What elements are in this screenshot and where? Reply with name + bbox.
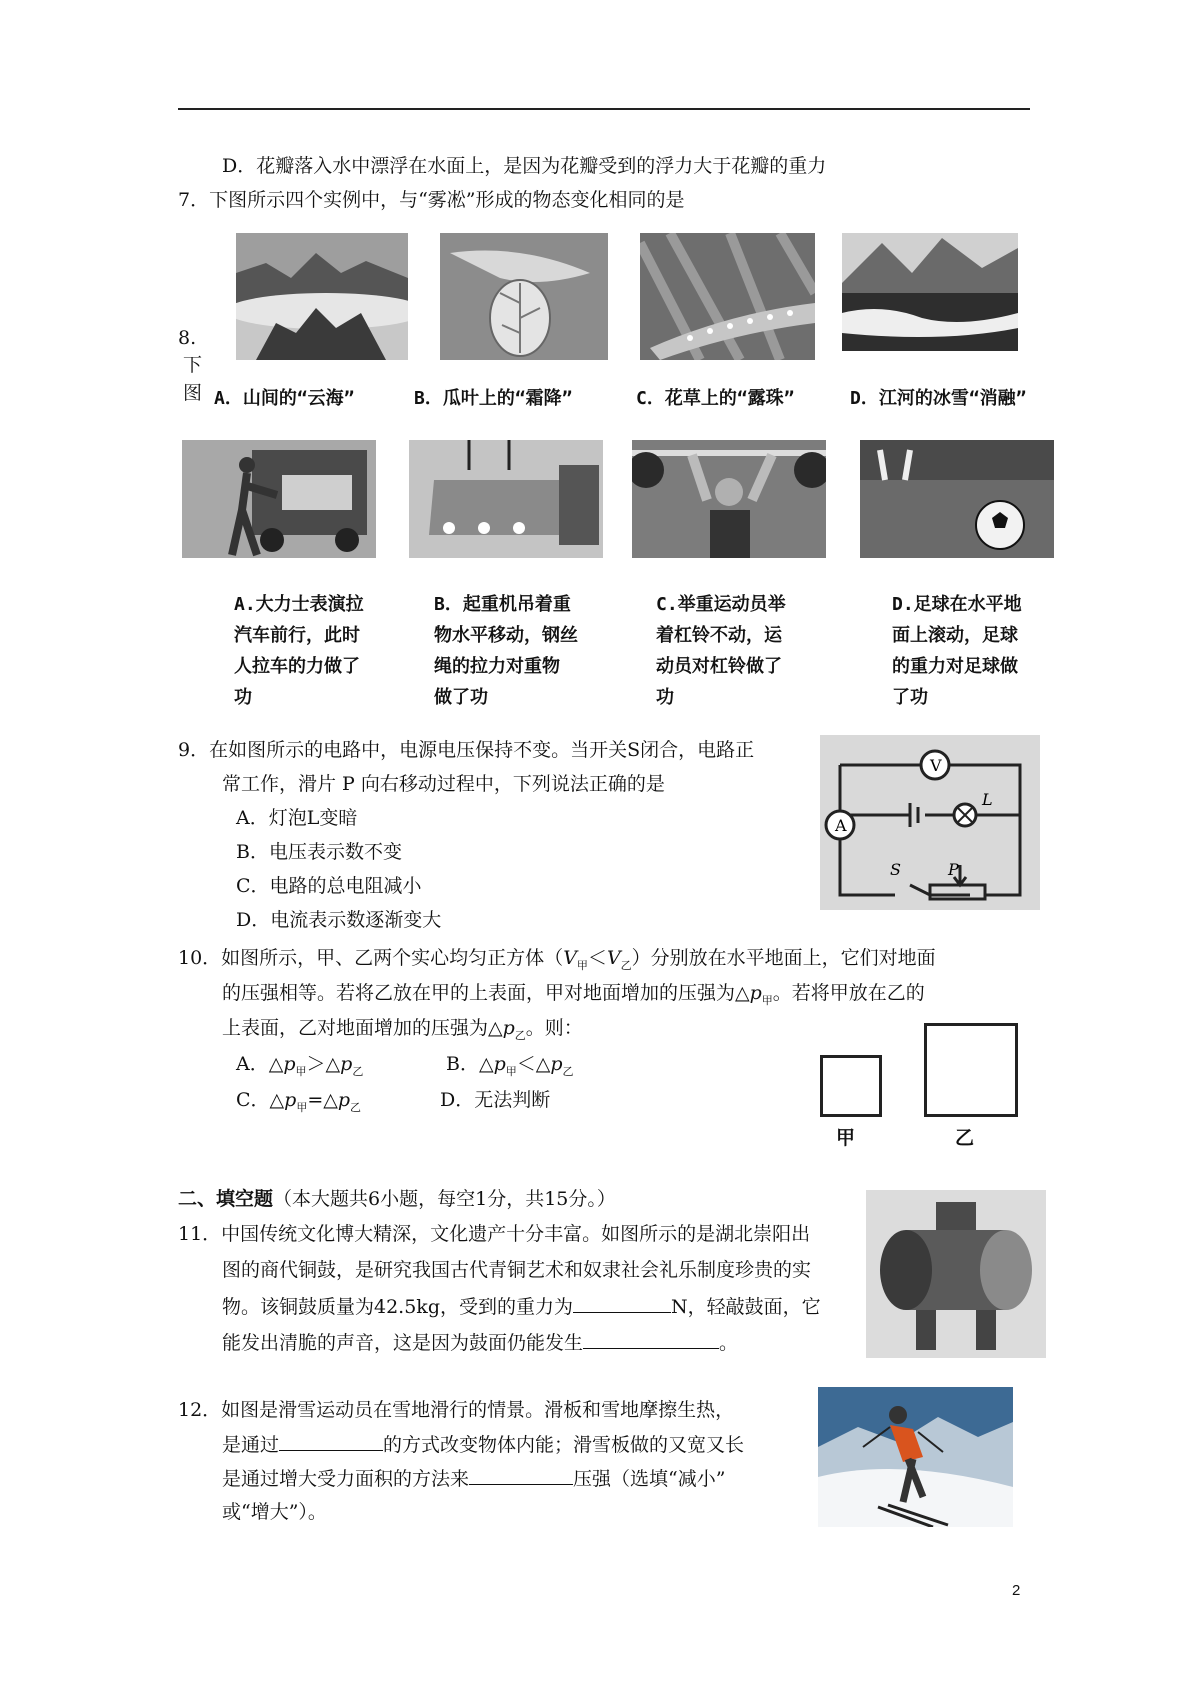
q10-stem-line2: 的压强相等。若将乙放在甲的上表面，甲对地面增加的压强为$\triangle p_甲$。若将甲放在乙的 (222, 982, 925, 1007)
q7-option-a: A．山间的“云海” (214, 388, 355, 409)
page-number: 2 (1012, 1582, 1021, 1599)
q7-stem: 7．下图所示四个实例中，与“雾凇”形成的物态变化相同的是 (178, 189, 685, 211)
q7-photo-melting-ice (842, 233, 1018, 351)
q9-option-a: A．灯泡L变暗 (236, 807, 358, 829)
q12-line4: 或“增大”）。 (222, 1501, 327, 1523)
q8-option-b: B．起重机吊着重 物水平移动，钢丝 绳的拉力对重物 做了功 (434, 594, 578, 708)
q11-photo-bronze-drum (866, 1190, 1046, 1358)
q11-line3: 物。该铜鼓质量为42.5kg，受到的重力为 N，轻敲鼓面，它 (222, 1296, 821, 1318)
q12-blank-method[interactable] (279, 1432, 383, 1451)
q10-stem-line3: 上表面，乙对地面增加的压强为$\triangle p_乙$。则： (222, 1017, 583, 1042)
q12-line2: 是通过 的方式改变物体内能；滑雪板做的又宽又长 (222, 1434, 745, 1456)
q10-label-jia: 甲 (836, 1127, 856, 1149)
svg-text:L: L (982, 790, 993, 809)
q11-line2: 图的商代铜鼓，是研究我国古代青铜艺术和奴隶社会礼乐制度珍贵的实 (222, 1259, 812, 1281)
q9-option-d: D．电流表示数逐渐变大 (236, 909, 442, 931)
q8-photo-weightlifter (632, 440, 826, 558)
q12-photo-skier (818, 1387, 1013, 1527)
q8-photo-soccer-ball (860, 440, 1054, 558)
q9-stem-line1: 9．在如图所示的电路中，电源电压保持不变。当开关S闭合，电路正 (178, 739, 755, 761)
q11-blank-vibration[interactable] (583, 1330, 719, 1349)
q10-cube-jia (820, 1055, 882, 1117)
q7-option-c: C．花草上的“露珠” (636, 388, 795, 409)
q9-circuit-diagram (820, 735, 1040, 910)
q10-option-d: D．无法判断 (440, 1089, 551, 1111)
q10-option-b: B．$\triangle p_甲<\triangle p_乙$ (446, 1053, 574, 1078)
q7-option-b: B．瓜叶上的“霜降” (414, 388, 573, 409)
q7-photo-frost-leaf (440, 233, 608, 360)
header-rule (178, 108, 1030, 110)
q12-blank-pressure[interactable] (469, 1466, 573, 1485)
svg-text:S: S (890, 860, 901, 879)
q7-photo-dew (640, 233, 815, 360)
q8-option-a: A.大力士表演拉 汽车前行，此时 人拉车的力做了 功 (234, 594, 364, 708)
q10-option-a: A．$\triangle p_甲>\triangle p_乙$ (236, 1053, 364, 1078)
q8-photo-crane (409, 440, 603, 558)
q12-line3: 是通过增大受力面积的方法来 压强（选填“减小” (222, 1468, 726, 1490)
section-2-heading: 二、填空题（本大题共6小题，每空1分，共15分。） (178, 1188, 616, 1210)
q8-option-c: C.举重运动员举 着杠铃不动，运 动员对杠铃做了 功 (656, 594, 786, 708)
q9-stem-line2: 常工作，滑片 P 向右移动过程中，下列说法正确的是 (222, 773, 665, 795)
q10-cube-yi (924, 1023, 1018, 1117)
q8-stem-char-2: 图 (183, 382, 203, 404)
q9-option-b: B．电压表示数不变 (236, 841, 402, 863)
q8-number: 8. (178, 327, 197, 349)
q11-line1: 11．中国传统文化博大精深，文化遗产十分丰富。如图所示的是湖北崇阳出 (178, 1223, 811, 1245)
svg-text:P: P (948, 860, 959, 879)
q10-label-yi: 乙 (955, 1127, 975, 1149)
q7-option-d: D．江河的冰雪“消融” (850, 388, 1027, 409)
q9-option-c: C．电路的总电阻减小 (236, 875, 422, 897)
q6-option-d: D．花瓣落入水中漂浮在水面上，是因为花瓣受到的浮力大于花瓣的重力 (222, 155, 827, 177)
q8-option-d: D.足球在水平地 面上滚动，足球 的重力对足球做 了功 (892, 594, 1022, 708)
q11-blank-weight[interactable] (573, 1294, 671, 1313)
q8-stem-char-1: 下 (183, 354, 203, 376)
svg-text:V: V (930, 756, 942, 775)
q11-line4: 能发出清脆的声音，这是因为鼓面仍能发生 。 (222, 1332, 739, 1354)
q10-stem-line1: 10．如图所示，甲、乙两个实心均匀正方体$(V_甲<V_乙)$分别放在水平地面上，它们对地面 (178, 947, 936, 972)
q10-option-c: C．$\triangle p_甲=\triangle p_乙$ (236, 1089, 362, 1114)
q8-photo-pulling-truck (182, 440, 376, 558)
q12-line1: 12．如图是滑雪运动员在雪地滑行的情景。滑板和雪地摩擦生热， (178, 1399, 735, 1421)
q7-photo-cloud-sea (236, 233, 408, 360)
svg-text:A: A (835, 816, 847, 835)
